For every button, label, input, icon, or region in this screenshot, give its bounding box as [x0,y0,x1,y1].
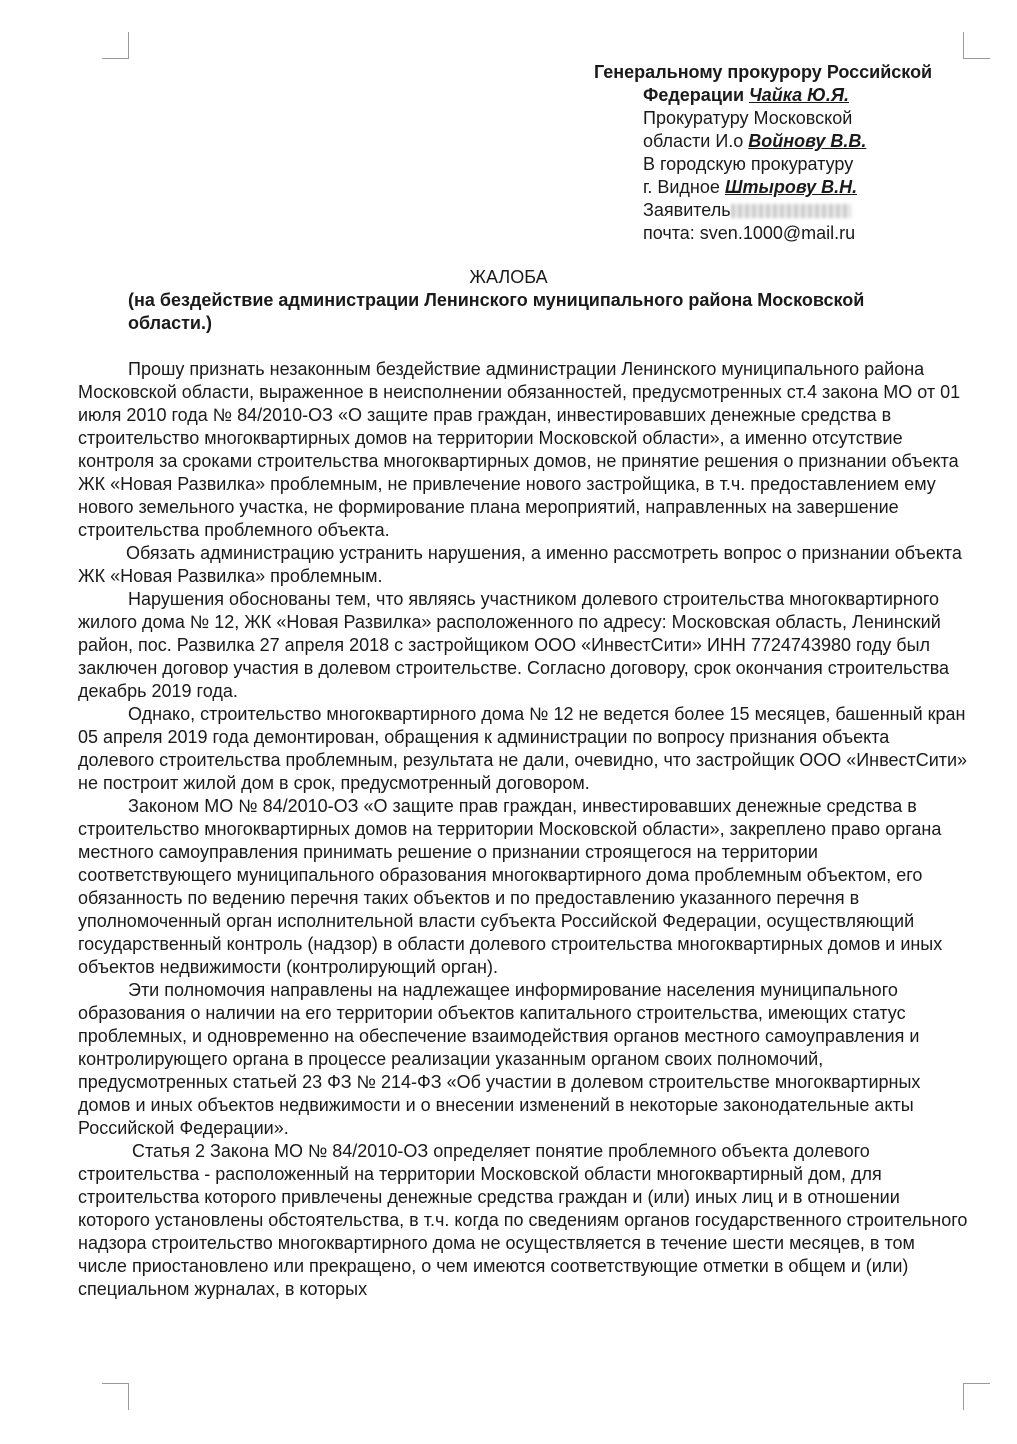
addressee-name-2: Войнову В.В. [748,131,867,151]
page-corner-mark-top-left [102,32,129,59]
addressee-line-2 [643,84,849,107]
addressee-line-6 [643,176,857,199]
addressee-line-4-prefix: области И.о [643,131,749,151]
paragraph-5: Законом МО № 84/2010-ОЗ «О защите прав граждан, инвестировавших денежные средства в строительство многоквартирных домов на территории Московской области», закреплено право органа местного самоуправления принимать решение о признании строящегося на территории соответствующего муниципального образования многоквартирного дома проблемным объектом, его обязанность по ведению перечня таких объектов и по предоставлению указанного перечня в уполномоченный орган исполнительной власти субъекта Российской Федерации, осуществляющий государственный контроль (надзор) в области долевого строительства многоквартирных домов и иных объектов недвижимости (контролирующий орган). [78,796,943,977]
addressee-line-2-prefix: Федерации [643,85,750,105]
addressee-name-3: Штырову В.Н. [724,177,858,197]
page-corner-mark-bottom-right [963,1383,990,1410]
addressee-line-3: Прокуратуру Московской [643,108,853,128]
email-line: почта: sven.1000@mail.ru [643,223,856,243]
document-title: ЖАЛОБА [469,267,548,287]
applicant-label: Заявитель [643,200,731,220]
paragraph-7: Статья 2 Закона МО № 84/2010-ОЗ определяет понятие проблемного объекта долевого строительства - расположенный на территории Московской области многоквартирный дом, для строительства которого привлечены денежные средства граждан и (или) иных лиц и в отношении которого установлены обстоятельства, в т.ч. когда по сведениям органов государственного строительного надзора строительство многоквартирного дома не осуществляется в течение шести месяцев, в том числе приостановлено или прекращено, о чем имеются соответствующие отметки в общем и (или) специальном журналах, в которых [78,1141,968,1299]
paragraph-2: Обязать администрацию устранить нарушения, а именно рассмотреть вопрос о признании объекта ЖК «Новая Развилка» проблемным. [78,543,962,586]
page-corner-mark-top-right [963,32,990,59]
addressee-name-1: Чайка Ю.Я. [749,85,849,105]
addressee-line-5: В городскую прокуратуру [643,154,854,174]
applicant-line [643,199,851,222]
document-subtitle: (на бездействие администрации Ленинского муниципального района Московской области.) [128,290,865,333]
addressee-line-6-prefix: г. Видное [643,177,725,197]
addressee-line-4 [643,130,866,153]
page-corner-mark-bottom-left [102,1383,129,1410]
paragraph-1: Прошу признать незаконным бездействие администрации Ленинского муниципального района Московской области, выраженное в неисполнении обязанностей, предусмотренных ст.4 закона МО от 01 июля 2010 года № 84/2010-ОЗ «О защите прав граждан, инвестировавших денежные средства в строительство многоквартирных домов на территории Московской области», а именно отсутствие контроля за сроками строительства многоквартирных домов, не принятие решения о признании объекта ЖК «Новая Развилка» проблемным, не привлечение нового застройщика, в т.ч. предоставлением ему нового земельного участка, не формирование плана мероприятий, направленных на завершение строительства проблемного объекта. [78,359,961,540]
paragraph-4: Однако, строительство многоквартирного дома № 12 не ведется более 15 месяцев, башенный кран 05 апреля 2019 года демонтирован, обращения к администрации по вопросу признания объекта долевого строительства проблемным, результата не дали, очевидно, что застройщик ООО «ИнвестСити» не построит жилой дом в срок, предусмотренный договором. [78,704,968,793]
paragraph-6: Эти полномочия направлены на надлежащее информирование населения муниципального образования о наличии на его территории объектов капитального строительства, имеющих статус проблемных, и одновременно на обеспечение взаимодействия органов местного самоуправления и контролирующего органа в процессе реализации указанным органом своих полномочий, предусмотренных статьей 23 ФЗ № 214-ФЗ «Об участии в долевом строительстве многоквартирных домов и иных объектов недвижимости и о внесении изменений в некоторые законодательные акты Российской Федерации». [78,980,921,1138]
addressee-line-1: Генеральному прокурору Российской [594,62,933,82]
paragraph-3: Нарушения обоснованы тем, что являясь участником долевого строительства многоквартирного жилого дома № 12, ЖК «Новая Развилка» расположенного по адресу: Московская область, Ленинский район, пос. Развилка 27 апреля 2018 с застройщиком ООО «ИнвестСити» ИНН 7724743980 году был заключен договор участия в долевом строительстве. Согласно договору, срок окончания строительства декабрь 2019 года. [78,589,950,701]
document-body [78,358,968,1301]
redacted-name [731,204,851,218]
